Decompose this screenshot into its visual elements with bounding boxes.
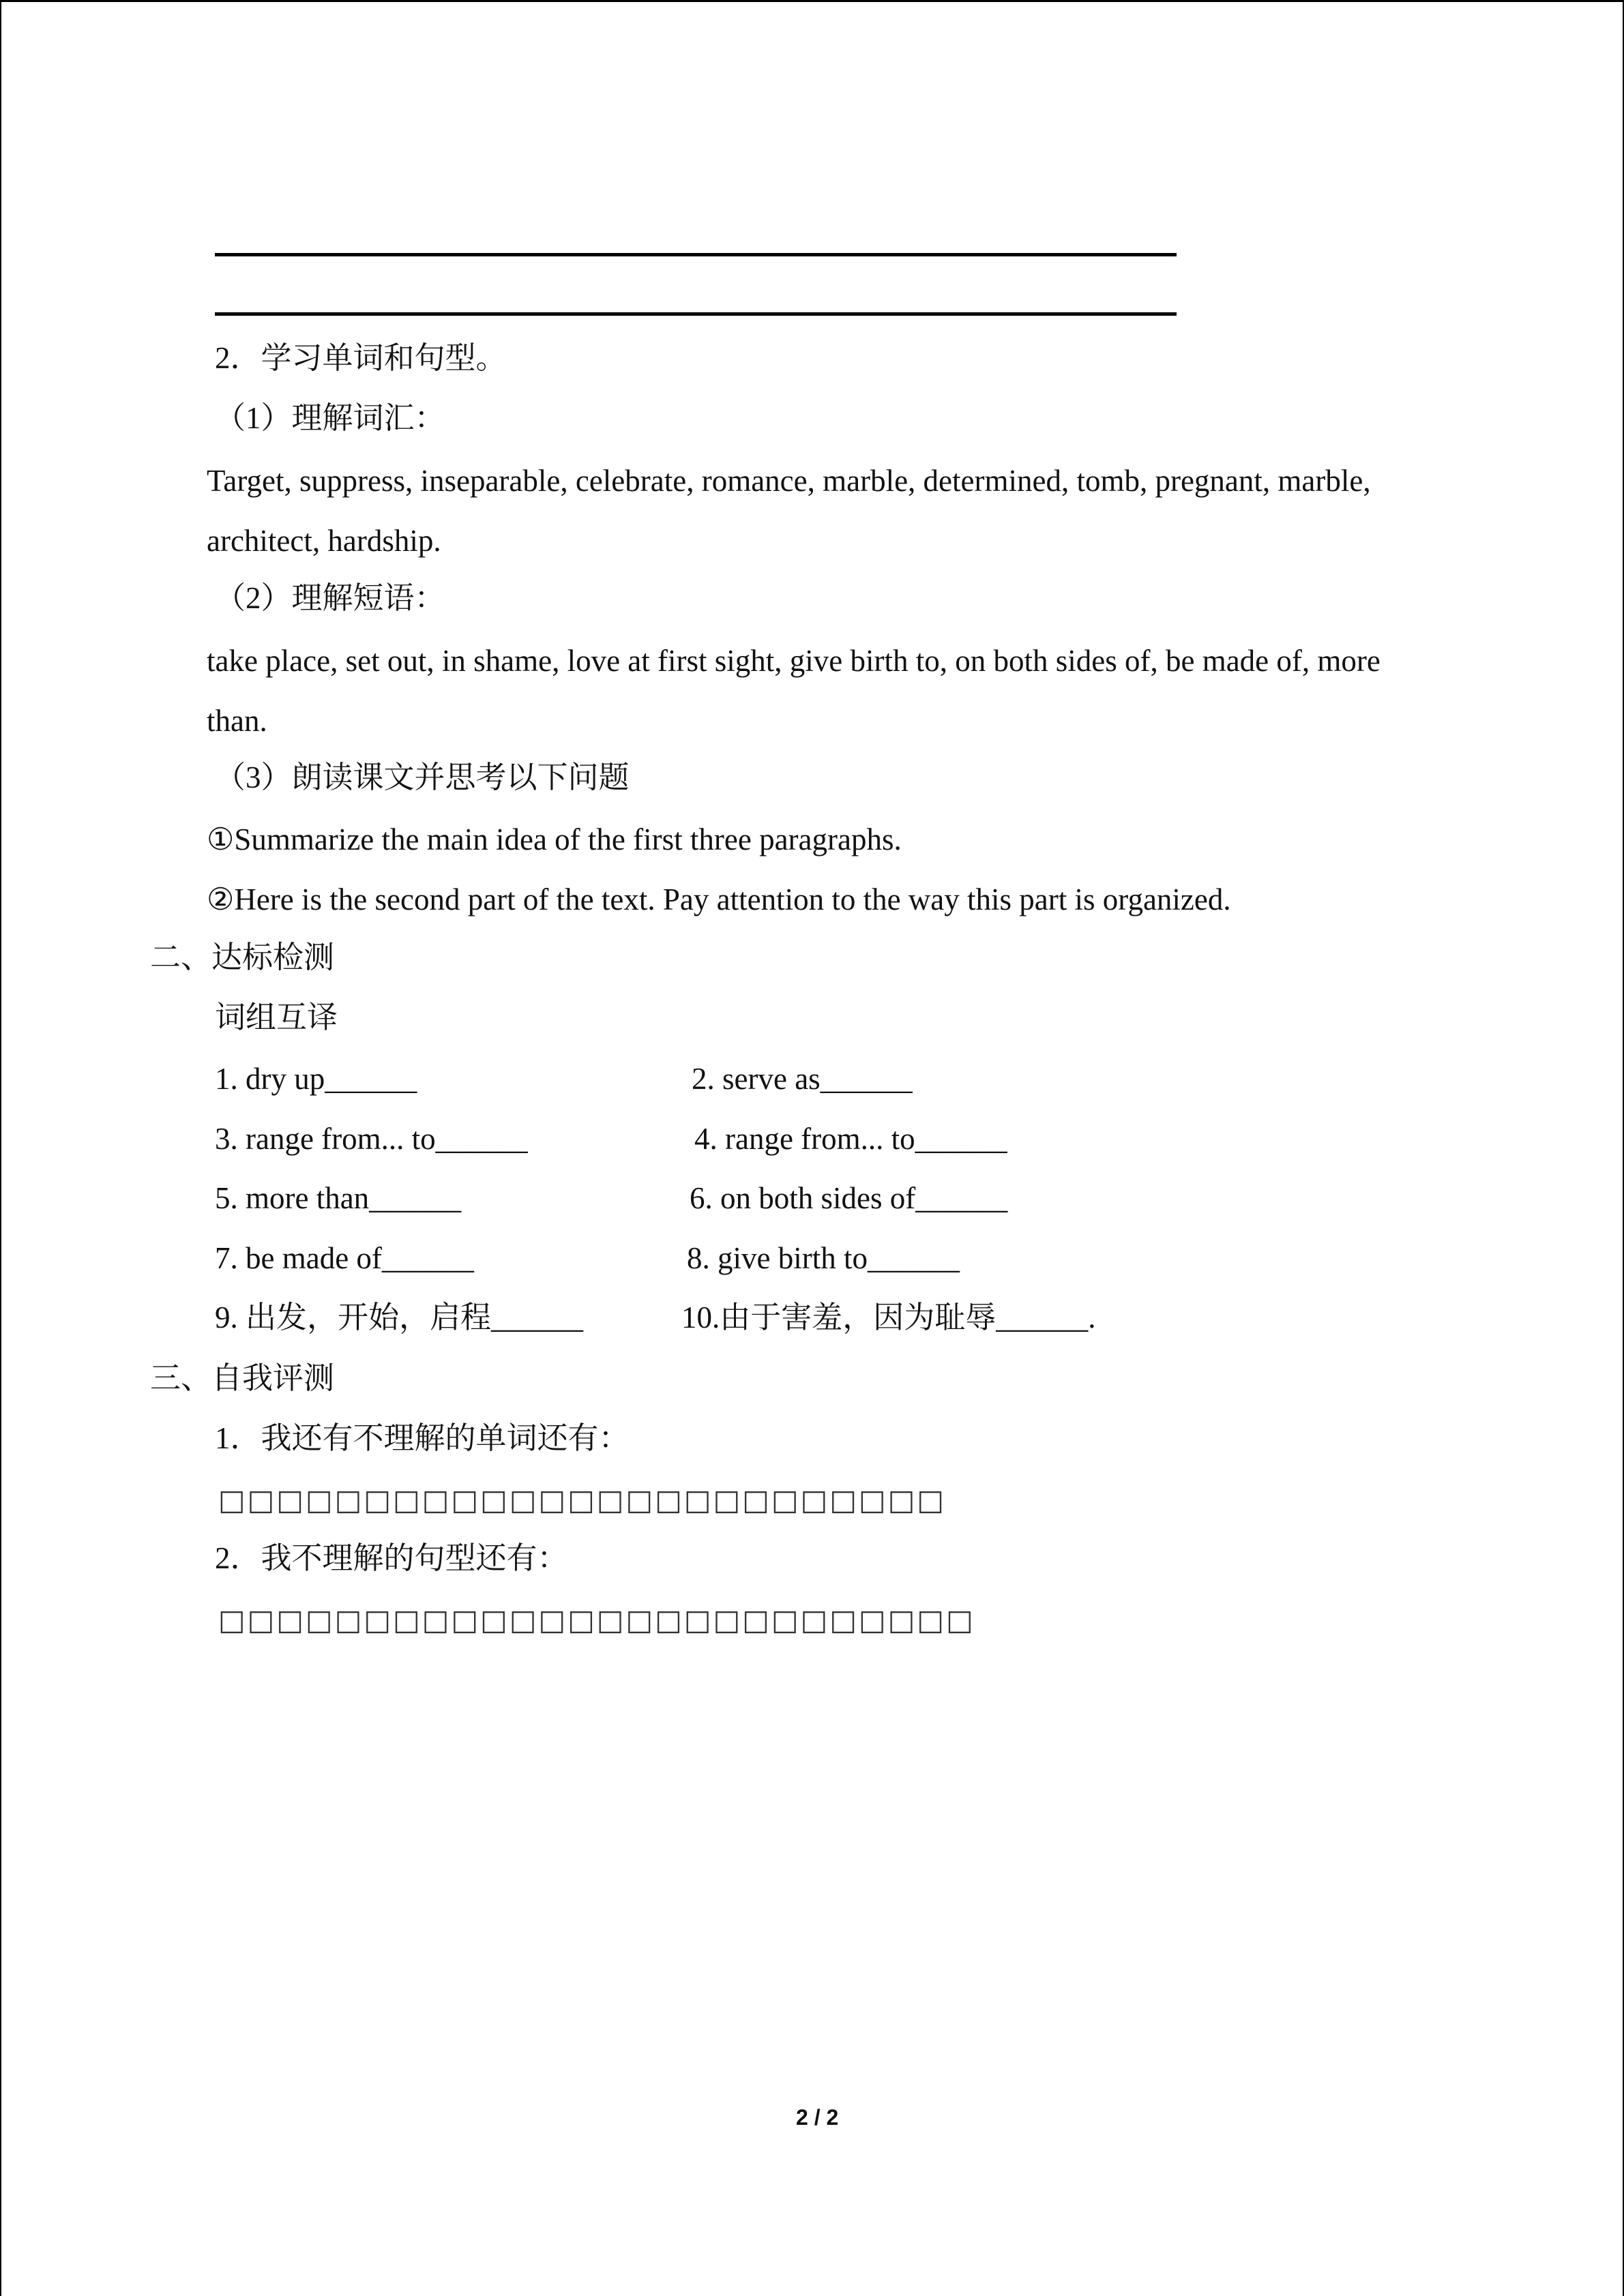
answer-line <box>215 312 1177 316</box>
vocab-line-2: architect, hardship. <box>207 524 441 558</box>
vocab-title: （1）理解词汇： <box>215 401 445 435</box>
question-1: ①Summarize the main idea of the first three paragraphs. <box>207 822 902 856</box>
self-check-item-2: 2．我不理解的句型还有： <box>215 1541 568 1575</box>
translation-item: 7. be made of______ <box>215 1241 474 1275</box>
section-two-subheading: 词组互译 <box>215 1000 338 1034</box>
translation-item: 6. on both sides of______ <box>690 1181 1008 1215</box>
translation-item: 10.由于害羞，因为耻辱______. <box>681 1300 1096 1335</box>
blank-boxes-words: □□□□□□□□□□□□□□□□□□□□□□□□□ <box>218 1483 947 1517</box>
vocab-line-1: Target, suppress, inseparable, celebrate, romance, marble, determined, tomb, pregnant, marble, <box>207 464 1371 498</box>
translation-item: 8. give birth to______ <box>687 1241 960 1275</box>
question-2: ②Here is the second part of the text. Pay attention to the way this part is organized. <box>207 882 1231 916</box>
page-number: 2 / 2 <box>796 2105 839 2130</box>
item2-title: 2．学习单词和句型。 <box>215 341 507 375</box>
translation-item: 1. dry up______ <box>215 1062 417 1096</box>
section-two-heading: 二、达标检测 <box>150 940 335 974</box>
phrase-line-2: than. <box>207 704 267 738</box>
blank-boxes-sentences: □□□□□□□□□□□□□□□□□□□□□□□□□□ <box>218 1603 975 1637</box>
translation-item: 2. serve as______ <box>692 1062 913 1096</box>
phrase-line-1: take place, set out, in shame, love at first sight, give birth to, on both sides of, be made of, more <box>207 644 1381 678</box>
translation-item: 5. more than______ <box>215 1181 462 1215</box>
reading-title: （3）朗读课文并思考以下问题 <box>215 760 630 794</box>
section-three-heading: 三、自我评测 <box>150 1361 335 1395</box>
self-check-item-1: 1．我还有不理解的单词还有： <box>215 1421 630 1455</box>
translation-item: 4. range from... to______ <box>694 1122 1007 1156</box>
translation-item: 9. 出发，开始，启程______ <box>215 1300 584 1335</box>
phrase-title: （2）理解短语： <box>215 581 445 615</box>
translation-item: 3. range from... to______ <box>215 1122 528 1156</box>
answer-line <box>215 253 1177 256</box>
